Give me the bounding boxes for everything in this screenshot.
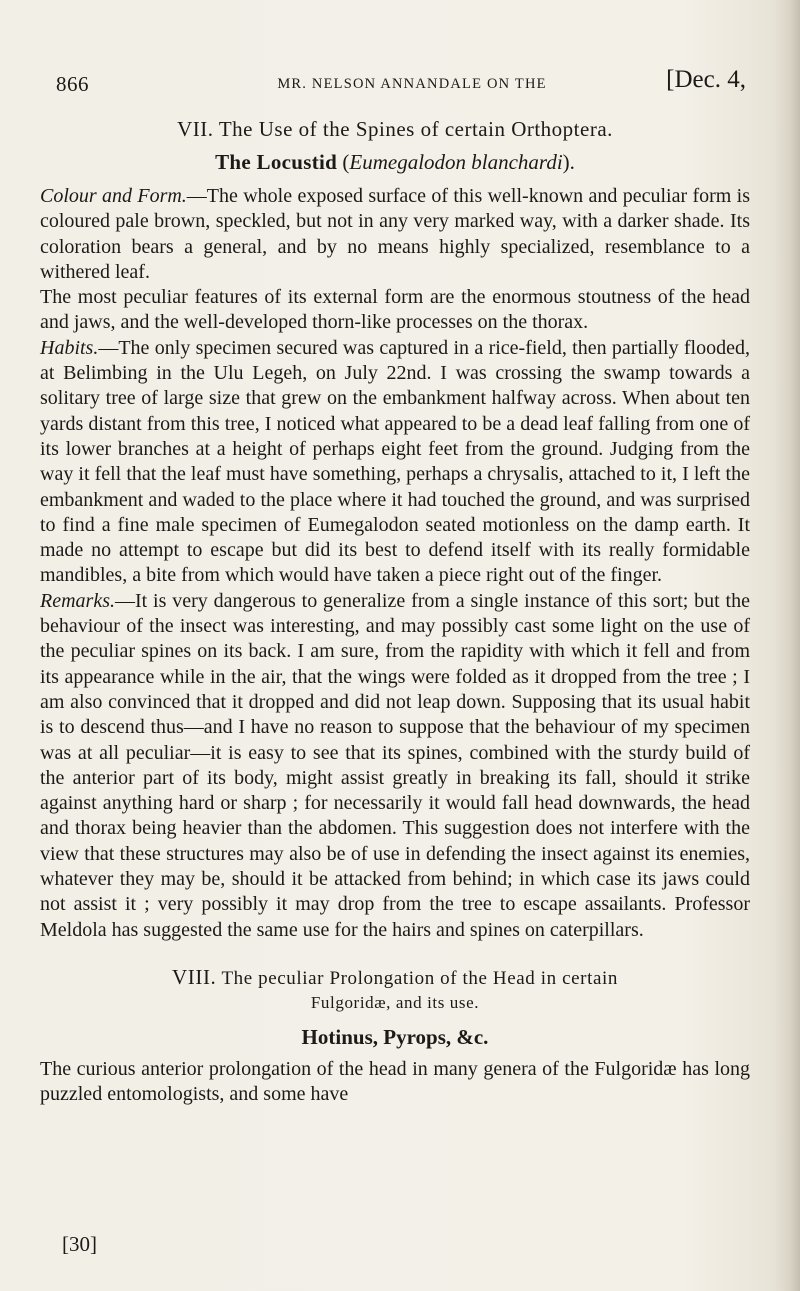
running-title: MR. NELSON ANNANDALE ON THE — [277, 76, 547, 92]
paragraph-lead: Remarks. — [40, 589, 115, 612]
section-viii-title-line1: The peculiar Prolongation of the Head in certain — [221, 967, 618, 989]
paragraph-remarks — [40, 589, 750, 943]
paragraph-lead: Colour and Form. — [40, 185, 187, 207]
running-date: [Dec. 4, — [666, 66, 746, 93]
section-viii-title-line2: Fulgoridæ, and its use. — [310, 992, 480, 1012]
paragraph-lead: Habits. — [40, 336, 99, 359]
running-head — [56, 64, 768, 100]
subheading-species: Eumegalodon blanchardi — [349, 150, 563, 174]
subheading-name: The Locustid — [215, 150, 338, 174]
paragraph-text: —The only specimen secured was captured in a rice-field, then partially flooded, at Belimbing in the Ulu Legeh, on July 22nd. I was crossing the swamp towards a solitary tree of large size that grew on the embankment halfway across. When about ten yards distant from this tree, I noticed what appeared to be a dead leaf falling from one of its lower branches at a height of perhaps eight feet from the ground. Judging from the way it fell that the leaf must have something, perhaps a chrysalis, attached to it, I left the embankment and waded to the place where it had touched the ground, and was surprised to find a fine male specimen of Eumegalodon seated motionless on the damp earth. It made no attempt to escape but did its best to defend itself with its really formidable mandibles, a bite from which would have taken a piece right out of the finger. — [40, 336, 750, 587]
signature-mark: [30] — [62, 1232, 97, 1256]
page-body — [40, 116, 750, 1108]
page-edge-shadow — [774, 0, 800, 1291]
section-viii-subheading: Hotinus, Pyrops, &c. — [301, 1024, 489, 1049]
paragraph-text: —The whole exposed surface of this well-known and peculiar form is coloured pale brown, speckled, but not in any very marked way, with a darker shade. Its coloration bears a general, and by no means highly specialized, resemblance to a withered leaf. — [40, 185, 750, 283]
section-viii-number: VIII. — [172, 964, 217, 989]
paragraph-fulgoridae — [40, 1057, 750, 1108]
section-vii-number: VII. — [177, 117, 214, 141]
section-vii-title: The Use of the Spines of certain Orthoptera. — [218, 117, 613, 141]
section-viii — [40, 965, 750, 1108]
section-vii-heading — [40, 116, 750, 142]
paragraph-text: —It is very dangerous to generalize from a single instance of this sort; but the behaviour of the insect was interesting, and may possibly cast some light on the use of the peculiar spines on its back. I am sure, from the rapidity with which it fell and from its appearance while in the air, that the wings were folded as it dropped from the tree ; I am also convinced that it dropped and did not leap down. Supposing that its usual habit is to descend thus—and I have no reason to suppose that the behaviour of my specimen was at all peculiar—it is easy to see that its spines, combined with the sturdy build of the anterior part of its body, might assist greatly in breaking its fall, should it strike against anything hard or sharp ; for necessarily it would fall head downwards, the head and thorax being heavier than the abdomen. This suggestion does not interfere with the view that these structures may also be of use in defending the insect against its enemies, whatever they may be, should it be attacked from behind; in which case its jaws could not assist it ; very possibly it may drop from the tree to escape assailants. Professor Meldola has suggested the same use for the hairs and spines on caterpillars. — [40, 589, 750, 941]
paragraph-features — [40, 285, 750, 336]
paragraph-colour-form — [40, 184, 750, 285]
paragraph-habits — [40, 336, 750, 589]
page-number: 866 — [56, 72, 89, 96]
paragraph-text: The curious anterior prolongation of the head in many genera of the Fulgoridæ has long puzzled entomologists, and some have — [40, 1057, 750, 1106]
paragraph-text: The most peculiar features of its external form are the enormous stoutness of the head and jaws, and the well-developed thorn-like processes on the thorax. — [40, 286, 750, 334]
section-vii-subheading: The Locustid (Eumegalodon blanchardi). — [215, 150, 575, 174]
section-viii-heading — [40, 965, 750, 991]
